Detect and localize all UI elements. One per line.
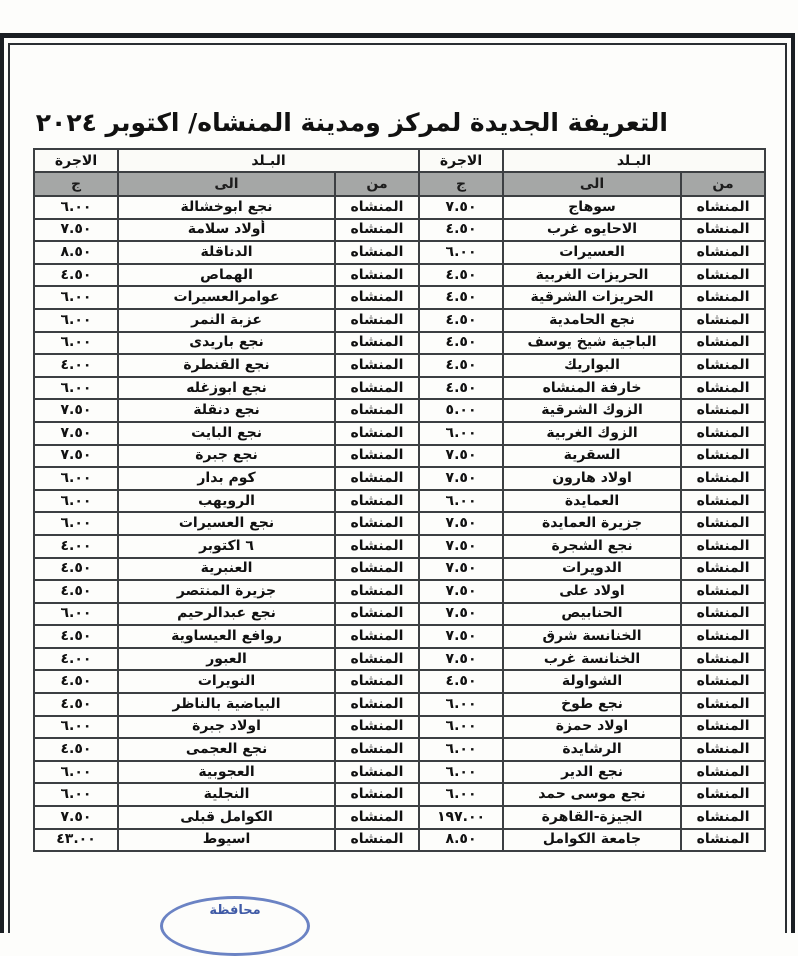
destination-cell: اولاد هارون — [503, 467, 681, 490]
from-cell: المنشاه — [335, 354, 419, 377]
from-cell: المنشاه — [681, 399, 765, 422]
table-row — [34, 648, 765, 671]
fare-cell: ٨.٥٠ — [419, 829, 503, 852]
fare-cell: ٦.٠٠ — [419, 716, 503, 739]
table-row — [34, 783, 765, 806]
stamp-text: محافظة — [209, 903, 261, 918]
destination-cell: الرويهب — [118, 490, 335, 513]
destination-cell: نجع الحامدية — [503, 309, 681, 332]
from-cell: المنشاه — [681, 783, 765, 806]
destination-cell: الدناقلة — [118, 241, 335, 264]
from-cell: المنشاه — [335, 783, 419, 806]
fare-table-body — [34, 196, 765, 851]
from-cell: المنشاه — [335, 467, 419, 490]
from-cell: المنشاه — [681, 286, 765, 309]
table-row — [34, 286, 765, 309]
fare-cell: ٦.٠٠ — [34, 377, 118, 400]
fare-cell: ٤.٥٠ — [419, 219, 503, 242]
destination-cell: الحنابيص — [503, 603, 681, 626]
table-row — [34, 806, 765, 829]
from-cell: المنشاه — [681, 670, 765, 693]
header-currency-right: ج — [419, 172, 503, 196]
fare-cell: ٥.٠٠ — [419, 399, 503, 422]
fare-cell: ٦.٠٠ — [34, 761, 118, 784]
from-cell: المنشاه — [681, 603, 765, 626]
destination-cell: نجع جبرة — [118, 445, 335, 468]
from-cell: المنشاه — [681, 716, 765, 739]
fare-cell: ٧.٥٠ — [419, 648, 503, 671]
fare-cell: ٦.٠٠ — [419, 783, 503, 806]
table-row — [34, 580, 765, 603]
from-cell: المنشاه — [335, 648, 419, 671]
fare-cell: ٧.٥٠ — [419, 603, 503, 626]
header-row-groups — [34, 149, 765, 172]
fare-cell: ٦.٠٠ — [419, 738, 503, 761]
fare-cell: ٤.٥٠ — [419, 332, 503, 355]
from-cell: المنشاه — [335, 286, 419, 309]
fare-cell: ٤.٥٠ — [34, 558, 118, 581]
destination-cell: العبور — [118, 648, 335, 671]
destination-cell: الباجية شيخ يوسف — [503, 332, 681, 355]
table-row — [34, 603, 765, 626]
table-row — [34, 693, 765, 716]
from-cell: المنشاه — [335, 219, 419, 242]
from-cell: المنشاه — [681, 490, 765, 513]
destination-cell: نجع العسيرات — [118, 512, 335, 535]
from-cell: المنشاه — [335, 829, 419, 852]
table-row — [34, 196, 765, 219]
from-cell: المنشاه — [681, 445, 765, 468]
destination-cell: عوامرالعسيرات — [118, 286, 335, 309]
destination-cell: الكوامل قبلى — [118, 806, 335, 829]
destination-cell: جزيرة العمايدة — [503, 512, 681, 535]
destination-cell: العجوبية — [118, 761, 335, 784]
table-row — [34, 422, 765, 445]
destination-cell: الخنانسة شرق — [503, 625, 681, 648]
destination-cell: العمايدة — [503, 490, 681, 513]
from-cell: المنشاه — [681, 761, 765, 784]
table-row — [34, 219, 765, 242]
fare-table — [33, 148, 766, 852]
fare-cell: ٤.٥٠ — [419, 286, 503, 309]
fare-cell: ٧.٥٠ — [419, 535, 503, 558]
destination-cell: اولاد على — [503, 580, 681, 603]
header-row-columns — [34, 172, 765, 196]
from-cell: المنشاه — [681, 738, 765, 761]
fare-cell: ٦.٠٠ — [419, 241, 503, 264]
destination-cell: ٦ اكتوبر — [118, 535, 335, 558]
fare-cell: ٤.٥٠ — [419, 264, 503, 287]
from-cell: المنشاه — [335, 716, 419, 739]
destination-cell: اسيوط — [118, 829, 335, 852]
fare-cell: ٧.٥٠ — [419, 467, 503, 490]
from-cell: المنشاه — [681, 264, 765, 287]
fare-cell: ٦.٠٠ — [34, 783, 118, 806]
destination-cell: كوم بدار — [118, 467, 335, 490]
from-cell: المنشاه — [681, 219, 765, 242]
table-row — [34, 467, 765, 490]
fare-cell: ٤.٠٠ — [34, 354, 118, 377]
header-from-right: من — [681, 172, 765, 196]
destination-cell: الشواولة — [503, 670, 681, 693]
from-cell: المنشاه — [335, 309, 419, 332]
fare-cell: ٤.٥٠ — [419, 377, 503, 400]
from-cell: المنشاه — [335, 445, 419, 468]
destination-cell: أولاد سلامة — [118, 219, 335, 242]
from-cell: المنشاه — [335, 603, 419, 626]
fare-cell: ٤.٥٠ — [34, 625, 118, 648]
destination-cell: روافع العيساوية — [118, 625, 335, 648]
destination-cell: نجع ابوخشالة — [118, 196, 335, 219]
fare-cell: ٤.٥٠ — [419, 670, 503, 693]
destination-cell: السقرية — [503, 445, 681, 468]
fare-cell: ٧.٥٠ — [419, 512, 503, 535]
destination-cell: الحريزات الشرقية — [503, 286, 681, 309]
table-row — [34, 535, 765, 558]
fare-cell: ٧.٥٠ — [34, 399, 118, 422]
destination-cell: نجع دنقلة — [118, 399, 335, 422]
table-row — [34, 309, 765, 332]
destination-cell: الحريزات الغربية — [503, 264, 681, 287]
table-row — [34, 377, 765, 400]
from-cell: المنشاه — [681, 196, 765, 219]
document-title: التعريفة الجديدة لمركز ومدينة المنشاه/ اكتوبر ٢٠٢٤ — [35, 108, 668, 137]
destination-cell: نجع الدير — [503, 761, 681, 784]
from-cell: المنشاه — [335, 558, 419, 581]
fare-cell: ٧.٥٠ — [419, 625, 503, 648]
destination-cell: البواريك — [503, 354, 681, 377]
fare-cell: ٦.٠٠ — [34, 309, 118, 332]
from-cell: المنشاه — [681, 241, 765, 264]
destination-cell: العسيرات — [503, 241, 681, 264]
fare-cell: ٦.٠٠ — [34, 196, 118, 219]
fare-cell: ٧.٥٠ — [419, 558, 503, 581]
from-cell: المنشاه — [335, 264, 419, 287]
table-row — [34, 716, 765, 739]
destination-cell: جامعة الكوامل — [503, 829, 681, 852]
fare-cell: ٤.٠٠ — [34, 648, 118, 671]
from-cell: المنشاه — [681, 806, 765, 829]
header-to-right: الى — [503, 172, 681, 196]
destination-cell: الرشايدة — [503, 738, 681, 761]
destination-cell: جزيرة المنتصر — [118, 580, 335, 603]
from-cell: المنشاه — [681, 309, 765, 332]
fare-cell: ٧.٥٠ — [34, 219, 118, 242]
from-cell: المنشاه — [335, 670, 419, 693]
from-cell: المنشاه — [335, 490, 419, 513]
destination-cell: عزبة النمر — [118, 309, 335, 332]
fare-cell: ٦.٠٠ — [419, 422, 503, 445]
destination-cell: خارفة المنشاه — [503, 377, 681, 400]
from-cell: المنشاه — [681, 625, 765, 648]
from-cell: المنشاه — [335, 535, 419, 558]
fare-cell: ٤٣.٠٠ — [34, 829, 118, 852]
from-cell: المنشاه — [681, 332, 765, 355]
table-row — [34, 761, 765, 784]
fare-cell: ٦.٠٠ — [34, 716, 118, 739]
from-cell: المنشاه — [335, 580, 419, 603]
from-cell: المنشاه — [335, 332, 419, 355]
destination-cell: نجع العجمى — [118, 738, 335, 761]
destination-cell: نجع البايت — [118, 422, 335, 445]
from-cell: المنشاه — [335, 738, 419, 761]
fare-cell: ٤.٥٠ — [34, 693, 118, 716]
destination-cell: اولاد حمزة — [503, 716, 681, 739]
from-cell: المنشاه — [335, 693, 419, 716]
table-row — [34, 670, 765, 693]
table-row — [34, 332, 765, 355]
table-row — [34, 445, 765, 468]
destination-cell: اولاد جبرة — [118, 716, 335, 739]
fare-cell: ٨.٥٠ — [34, 241, 118, 264]
table-row — [34, 241, 765, 264]
from-cell: المنشاه — [681, 377, 765, 400]
destination-cell: الجيزة-القاهرة — [503, 806, 681, 829]
destination-cell: نجع الشجرة — [503, 535, 681, 558]
header-fare-right: الاجرة — [419, 149, 503, 172]
fare-cell: ٦.٠٠ — [34, 332, 118, 355]
from-cell: المنشاه — [681, 354, 765, 377]
from-cell: المنشاه — [335, 806, 419, 829]
fare-cell: ٦.٠٠ — [34, 603, 118, 626]
destination-cell: الدويرات — [503, 558, 681, 581]
header-place-right: البـلد — [503, 149, 765, 172]
from-cell: المنشاه — [335, 377, 419, 400]
fare-cell: ٦.٠٠ — [419, 490, 503, 513]
table-row — [34, 829, 765, 852]
fare-cell: ٧.٥٠ — [419, 445, 503, 468]
from-cell: المنشاه — [681, 648, 765, 671]
fare-cell: ٤.٥٠ — [34, 580, 118, 603]
fare-cell: ٧.٥٠ — [419, 580, 503, 603]
destination-cell: الزوك الغربية — [503, 422, 681, 445]
destination-cell: البياضية بالناظر — [118, 693, 335, 716]
table-row — [34, 490, 765, 513]
destination-cell: سوهاج — [503, 196, 681, 219]
header-fare-left: الاجرة — [34, 149, 118, 172]
from-cell: المنشاه — [681, 558, 765, 581]
from-cell: المنشاه — [681, 829, 765, 852]
fare-cell: ٧.٥٠ — [419, 196, 503, 219]
header-from-left: من — [335, 172, 419, 196]
table-row — [34, 399, 765, 422]
table-row — [34, 512, 765, 535]
header-to-left: الى — [118, 172, 335, 196]
fare-cell: ٦.٠٠ — [34, 512, 118, 535]
destination-cell: النويرات — [118, 670, 335, 693]
from-cell: المنشاه — [681, 422, 765, 445]
fare-cell: ٤.٥٠ — [34, 670, 118, 693]
destination-cell: نجع باريدى — [118, 332, 335, 355]
fare-cell: ٧.٥٠ — [34, 422, 118, 445]
from-cell: المنشاه — [681, 467, 765, 490]
table-row — [34, 264, 765, 287]
from-cell: المنشاه — [335, 399, 419, 422]
table-row — [34, 738, 765, 761]
header-place-left: البـلد — [118, 149, 419, 172]
from-cell: المنشاه — [335, 625, 419, 648]
destination-cell: نجع طوخ — [503, 693, 681, 716]
header-currency-left: ج — [34, 172, 118, 196]
fare-cell: ٤.٥٠ — [34, 738, 118, 761]
destination-cell: نجع ابوزغله — [118, 377, 335, 400]
table-row — [34, 354, 765, 377]
fare-cell: ٧.٥٠ — [34, 806, 118, 829]
fare-cell: ٧.٥٠ — [34, 445, 118, 468]
fare-cell: ٦.٠٠ — [419, 693, 503, 716]
destination-cell: نجع موسى حمد — [503, 783, 681, 806]
from-cell: المنشاه — [681, 512, 765, 535]
destination-cell: العنبرية — [118, 558, 335, 581]
destination-cell: الزوك الشرقية — [503, 399, 681, 422]
table-row — [34, 558, 765, 581]
fare-cell: ٦.٠٠ — [419, 761, 503, 784]
destination-cell: نجع القنطرة — [118, 354, 335, 377]
fare-cell: ٦.٠٠ — [34, 467, 118, 490]
from-cell: المنشاه — [335, 512, 419, 535]
from-cell: المنشاه — [681, 693, 765, 716]
fare-cell: ٤.٥٠ — [419, 354, 503, 377]
table-row — [34, 625, 765, 648]
from-cell: المنشاه — [681, 580, 765, 603]
from-cell: المنشاه — [335, 761, 419, 784]
from-cell: المنشاه — [681, 535, 765, 558]
fare-cell: ٤.٥٠ — [34, 264, 118, 287]
fare-cell: ٦.٠٠ — [34, 286, 118, 309]
from-cell: المنشاه — [335, 422, 419, 445]
destination-cell: الخنانسة غرب — [503, 648, 681, 671]
destination-cell: النجلية — [118, 783, 335, 806]
destination-cell: نجع عبدالرحيم — [118, 603, 335, 626]
fare-cell: ٤.٥٠ — [419, 309, 503, 332]
fare-cell: ٦.٠٠ — [34, 490, 118, 513]
fare-cell: ١٩٧.٠٠ — [419, 806, 503, 829]
from-cell: المنشاه — [335, 241, 419, 264]
fare-cell: ٤.٠٠ — [34, 535, 118, 558]
destination-cell: الهماص — [118, 264, 335, 287]
official-stamp — [160, 896, 310, 956]
destination-cell: الاحايوه غرب — [503, 219, 681, 242]
from-cell: المنشاه — [335, 196, 419, 219]
